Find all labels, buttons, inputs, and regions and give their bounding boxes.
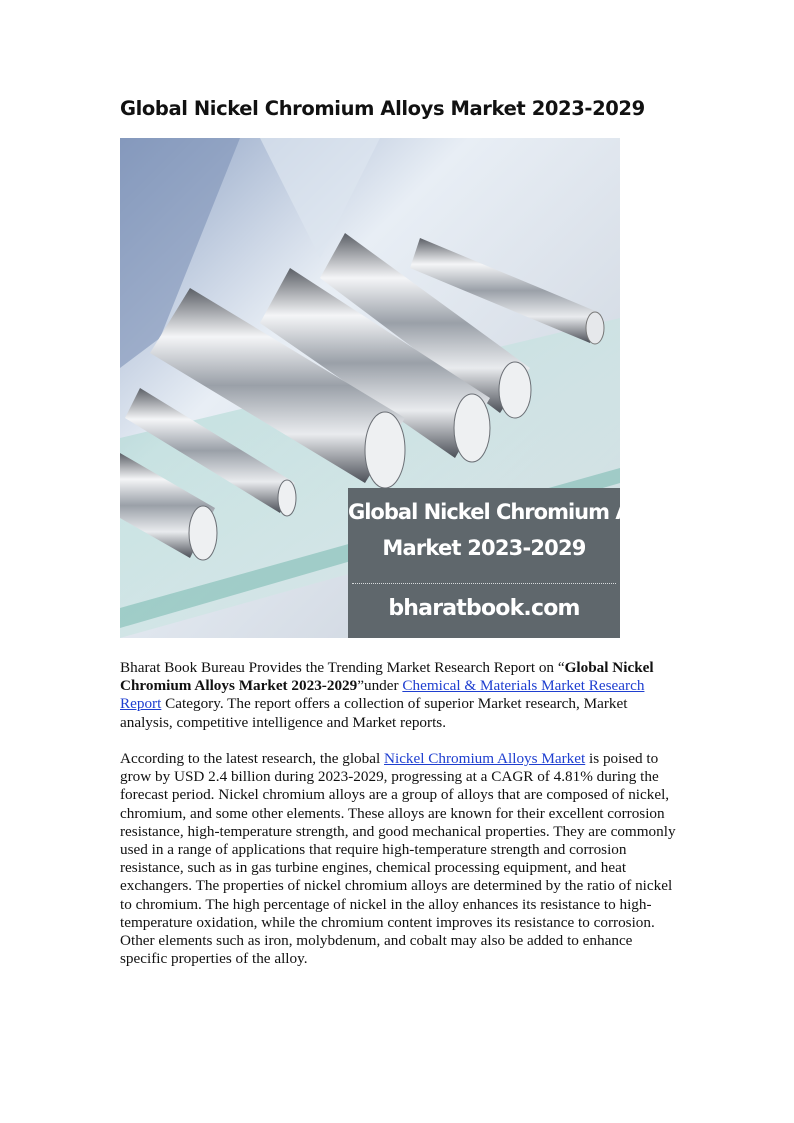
research-intro: According to the latest research, the global bbox=[120, 750, 384, 767]
hero-image bbox=[120, 138, 681, 638]
report-name: Global Nickel Chromium Alloys Market 2023-2029 bbox=[120, 659, 654, 695]
banner-title-line1: Global Nickel Chromium Alloys bbox=[348, 500, 681, 524]
intro-paragraph bbox=[120, 659, 676, 732]
intro-rest: Category. The report offers a collection of superior Market research, Market analysis, competitive intelligence and Market reports. bbox=[120, 695, 628, 731]
research-rest: is poised to grow by USD 2.4 billion during 2023-2029, progressing at a CAGR of 4.81% during the forecast period. Nickel chromium alloys are a group of alloys that are composed of nickel, chromium, and some other elements. These alloys are known for their excellent corrosion resistance, high-temperature strength, and good mechanical properties. They are commonly used in a range of applications that require high-temperature strength and corrosion resistance, such as in gas turbine engines, chemical processing equipment, and heat exchangers. The properties of nickel chromium alloys are determined by the ratio of nickel to chromium. The high percentage of nickel in the alloy enhances its resistance to high-temperature oxidation, while the chromium content improves its resistance to corrosion. Other elements such as iron, molybdenum, and cobalt may also be added to enhance specific properties of the alloy. bbox=[120, 750, 676, 968]
research-paragraph bbox=[120, 750, 676, 968]
page-title: Global Nickel Chromium Alloys Market 2023-2029 bbox=[120, 97, 645, 120]
banner-site: bharatbook.com bbox=[388, 596, 580, 621]
category-link[interactable]: Chemical & Materials Market Research Report bbox=[120, 677, 645, 713]
under-text: ”under bbox=[357, 677, 403, 695]
market-link[interactable]: Nickel Chromium Alloys Market bbox=[384, 750, 586, 767]
intro-text: Bharat Book Bureau Provides the Trending Market Research Report on “ bbox=[120, 659, 565, 676]
banner-divider bbox=[352, 583, 616, 584]
banner-title-line2: Market 2023-2029 bbox=[382, 536, 586, 560]
hero-banner bbox=[348, 488, 681, 638]
